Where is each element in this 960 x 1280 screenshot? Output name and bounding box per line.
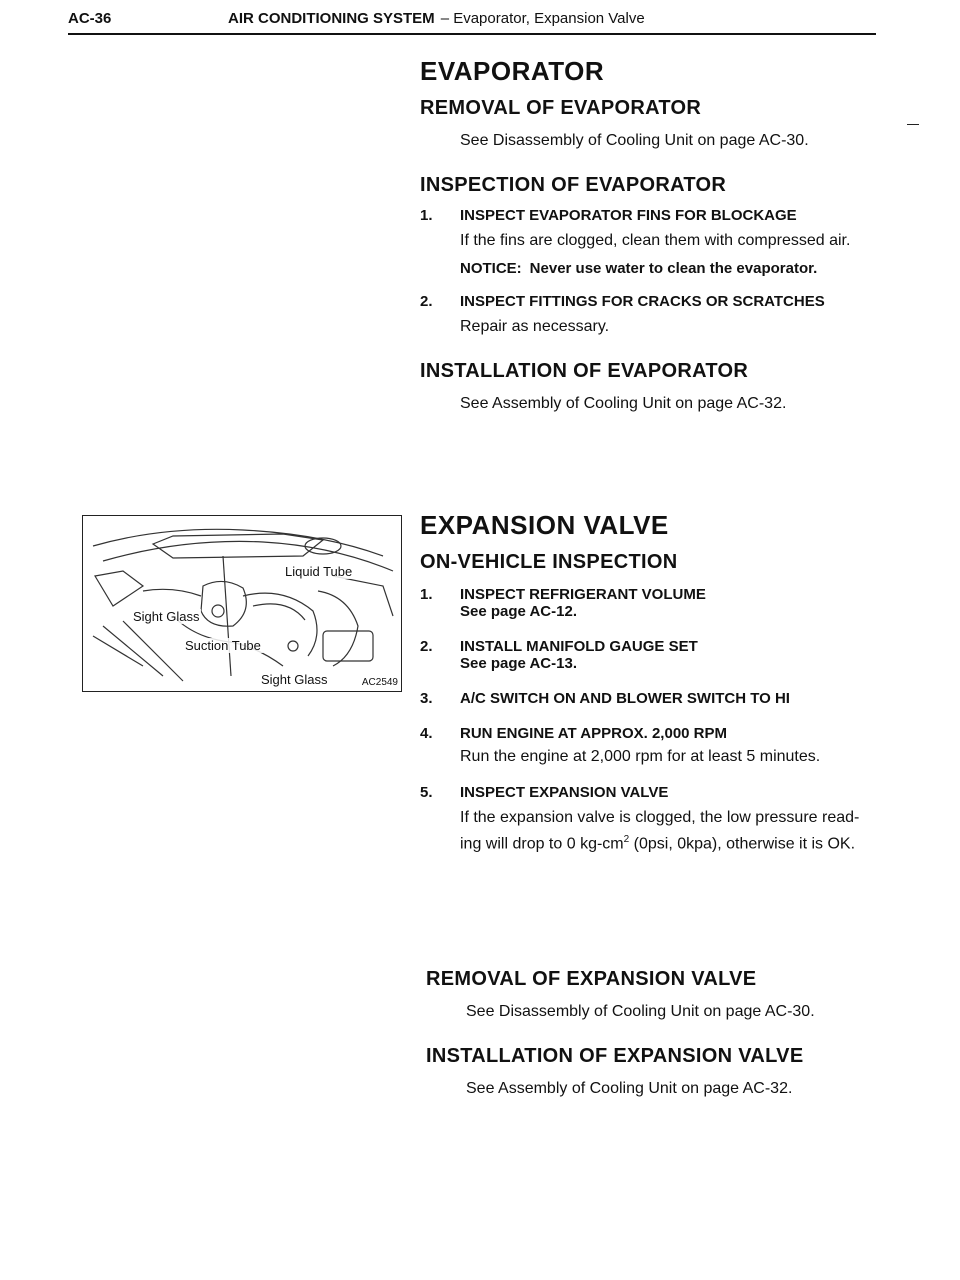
notice-label: NOTICE: (460, 260, 522, 277)
installation-expansion-text: See Assembly of Cooling Unit on page AC-32. (466, 1080, 793, 1097)
figure-code: AC2549 (361, 677, 398, 688)
step-number: 3. (420, 690, 433, 707)
step-number: 1. (420, 586, 433, 603)
step-number: 2. (420, 638, 433, 655)
header-rule (68, 33, 876, 35)
notice (420, 260, 910, 277)
evaporator-title: EVAPORATOR (420, 56, 605, 86)
step-title: RUN ENGINE AT APPROX. 2,000 RPM (460, 725, 727, 742)
ev-step-5 (420, 784, 910, 801)
label-liquid-tube: Liquid Tube (285, 564, 353, 579)
ev-step-4 (420, 725, 910, 742)
step-text-line-2 (460, 829, 910, 855)
step-text: Repair as necessary. (460, 318, 610, 335)
step-title: INSPECT EXPANSION VALVE (460, 784, 669, 801)
step-text-line-1: If the expansion valve is clogged, the low pressure read- (460, 809, 860, 826)
step-number: 2. (420, 293, 433, 310)
installation-evaporator-text: See Assembly of Cooling Unit on page AC-32. (460, 395, 787, 412)
ev-step-1 (420, 586, 910, 603)
step-number: 5. (420, 784, 433, 801)
step-2 (420, 293, 910, 310)
step-title: INSTALL MANIFOLD GAUGE SET (460, 638, 698, 655)
step-text: Run the engine at 2,000 rpm for at least 5 minutes. (460, 748, 821, 765)
step-text-line-2a: ing will drop to 0 kg-cm (460, 835, 624, 853)
expansion-removal-section (426, 968, 916, 1100)
removal-expansion-heading: REMOVAL OF EXPANSION VALVE (426, 968, 757, 990)
expansion-valve-section (420, 510, 910, 855)
label-sight-glass-lower: Sight Glass (261, 672, 328, 687)
step-text (420, 807, 910, 855)
evaporator-section (420, 56, 910, 415)
on-vehicle-heading: ON-VEHICLE INSPECTION (420, 551, 678, 573)
step-sub: See page AC-13. (460, 655, 577, 672)
label-sight-glass-upper: Sight Glass (133, 609, 200, 624)
step-1 (420, 207, 910, 224)
ev-step-2 (420, 638, 910, 655)
ev-step-3 (420, 690, 910, 707)
removal-expansion-text: See Disassembly of Cooling Unit on page AC-30. (466, 1003, 815, 1020)
step-title: A/C SWITCH ON AND BLOWER SWITCH TO HI (460, 690, 790, 707)
page-code: AC-36 (68, 10, 112, 27)
step-text-line-2b: (0psi, 0kpa), otherwise it is OK. (629, 835, 856, 853)
notice-text: Never use water to clean the evaporator. (529, 260, 818, 277)
section-title: AIR CONDITIONING SYSTEM (228, 10, 435, 27)
engine-bay-illustration (83, 516, 401, 691)
superscript: 2 (623, 834, 630, 845)
engine-bay-figure (82, 515, 402, 692)
step-sub: See page AC-12. (460, 603, 577, 620)
inspection-evaporator-heading: INSPECTION OF EVAPORATOR (420, 174, 727, 196)
installation-evaporator-heading: INSTALLATION OF EVAPORATOR (420, 360, 749, 382)
removal-evaporator-heading: REMOVAL OF EVAPORATOR (420, 97, 702, 119)
step-title: INSPECT EVAPORATOR FINS FOR BLOCKAGE (460, 207, 797, 224)
label-suction-tube: Suction Tube (185, 638, 261, 653)
installation-expansion-heading: INSTALLATION OF EXPANSION VALVE (426, 1045, 804, 1067)
step-title: INSPECT REFRIGERANT VOLUME (460, 586, 706, 603)
page-header (68, 10, 876, 35)
removal-evaporator-text: See Disassembly of Cooling Unit on page AC-30. (460, 132, 809, 149)
expansion-valve-title: EXPANSION VALVE (420, 510, 669, 540)
step-number: 1. (420, 207, 433, 224)
section-subtitle: – Evaporator, Expansion Valve (440, 10, 645, 27)
step-number: 4. (420, 725, 433, 742)
step-text: If the fins are clogged, clean them with compressed air. (460, 232, 851, 249)
step-title: INSPECT FITTINGS FOR CRACKS OR SCRATCHES (460, 293, 825, 310)
